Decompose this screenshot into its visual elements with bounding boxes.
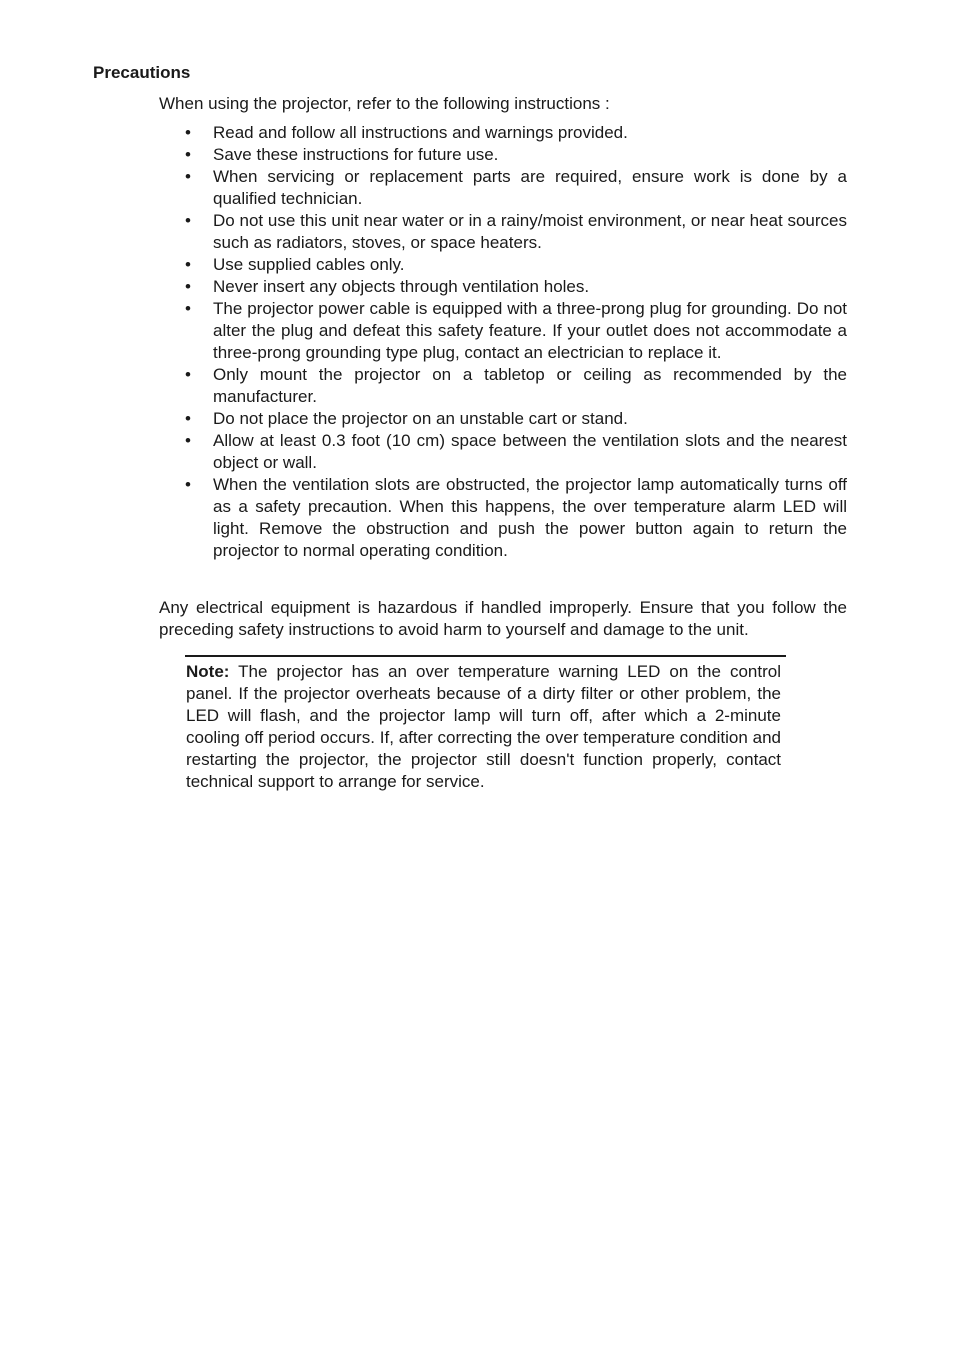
- list-item-text: Read and follow all instructions and warnings provided.: [213, 123, 628, 142]
- list-item: [183, 276, 847, 298]
- list-item-text: Do not use this unit near water or in a rainy/moist environment, or near heat sources such as radiators, stoves, or space heaters.: [213, 211, 847, 252]
- bullet-icon: •: [185, 475, 191, 494]
- list-item: [183, 474, 847, 562]
- bullet-icon: •: [185, 409, 191, 428]
- list-item: [183, 166, 847, 210]
- list-item: [183, 122, 847, 144]
- list-item: [183, 364, 847, 408]
- list-item: [183, 210, 847, 254]
- closing-paragraph: Any electrical equipment is hazardous if handled improperly. Ensure that you follow the preceding safety instructions to avoid harm to yourself and damage to the unit.: [159, 598, 847, 639]
- list-item-text: Only mount the projector on a tabletop or ceiling as recommended by the manufacturer.: [213, 365, 847, 406]
- bullet-icon: •: [185, 123, 191, 142]
- bullet-icon: •: [185, 431, 191, 450]
- list-item: [183, 408, 847, 430]
- bullet-icon: •: [185, 365, 191, 384]
- list-item-text: Save these instructions for future use.: [213, 145, 499, 164]
- bullet-icon: •: [185, 145, 191, 164]
- list-item: [183, 254, 847, 276]
- note-label: Note:: [186, 662, 230, 681]
- list-item-text: When the ventilation slots are obstructed, the projector lamp automatically turns off as a safety precaution. When this happens, the over temperature alarm LED will light. Remove the obstruction and push the power button again to return the projector to normal operating condition.: [213, 475, 847, 560]
- note-box: [185, 655, 786, 793]
- list-item-text: The projector power cable is equipped with a three-prong plug for grounding. Do not alter the plug and defeat this safety feature. If your outlet does not accommodate a three-prong grounding type plug, contact an electrician to replace it.: [213, 299, 847, 362]
- list-item: [183, 298, 847, 364]
- intro-text: When using the projector, refer to the following instructions :: [159, 94, 610, 113]
- list-item-text: Do not place the projector on an unstable cart or stand.: [213, 409, 628, 428]
- bullet-icon: •: [185, 211, 191, 230]
- bullet-icon: •: [185, 277, 191, 296]
- precautions-list: [183, 122, 847, 562]
- note-text: The projector has an over temperature warning LED on the control panel. If the projector overheats because of a dirty filter or other problem, the LED will flash, and the projector lamp will turn off, after which a 2-minute cooling off period occurs. If, after correcting the over temperature condition and restarting the projector, the projector still doesn't function properly, contact technical support to arrange for service.: [186, 662, 781, 791]
- list-item-text: When servicing or replacement parts are required, ensure work is done by a qualified technician.: [213, 167, 847, 208]
- list-item: [183, 430, 847, 474]
- note-paragraph: [185, 661, 781, 793]
- list-item-text: Allow at least 0.3 foot (10 cm) space between the ventilation slots and the nearest object or wall.: [213, 431, 847, 472]
- bullet-icon: •: [185, 167, 191, 186]
- bullet-icon: •: [185, 255, 191, 274]
- section-heading: Precautions: [93, 63, 191, 82]
- list-item-text: Never insert any objects through ventilation holes.: [213, 277, 590, 296]
- bullet-icon: •: [185, 299, 191, 318]
- list-item-text: Use supplied cables only.: [213, 255, 405, 274]
- list-item: [183, 144, 847, 166]
